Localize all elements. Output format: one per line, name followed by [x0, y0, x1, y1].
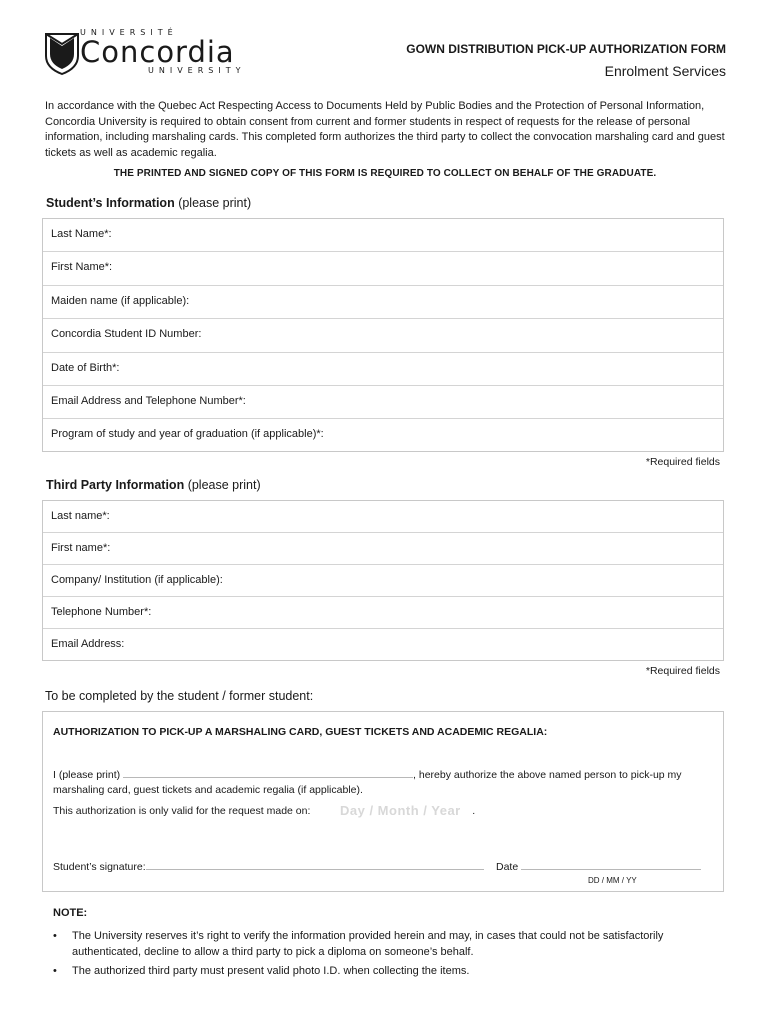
field-label: First name*:: [51, 542, 111, 554]
student-id-field[interactable]: [43, 319, 723, 352]
student-section-title: [46, 196, 251, 210]
note-title: NOTE:: [53, 907, 88, 919]
field-label: Telephone Number*:: [51, 606, 152, 618]
student-last-name-field[interactable]: [43, 219, 723, 252]
signature-label: Student’s signature:: [53, 861, 146, 873]
note-item: [53, 963, 713, 979]
note-text: The authorized third party must present valid photo I.D. when collecting the items.: [72, 965, 470, 977]
bullet: •: [53, 930, 57, 942]
third-party-required-note: *Required fields: [645, 665, 720, 677]
third-party-last-name-field[interactable]: [43, 501, 723, 533]
third-party-email-field[interactable]: [43, 629, 723, 661]
student-program-field[interactable]: [43, 419, 723, 452]
date-format-hint: DD / MM / YY: [588, 876, 637, 885]
field-label: Last Name*:: [51, 228, 112, 240]
authorization-suffix: , hereby authorize the above named person to pick-up my: [413, 769, 682, 781]
field-label: Email Address:: [51, 638, 125, 650]
date-input[interactable]: [521, 858, 701, 870]
note-item: [53, 928, 713, 960]
student-fields: [42, 218, 724, 452]
field-label: Maiden name (if applicable):: [51, 294, 190, 307]
student-required-note: *Required fields: [645, 456, 720, 468]
authorization-statement-line2: marshaling card, guest tickets and academic regalia (if applicable).: [53, 784, 363, 796]
date-label: Date: [496, 861, 519, 873]
field-label: Concordia Student ID Number:: [51, 328, 202, 341]
form-subtitle: Enrolment Services: [604, 63, 726, 79]
request-date-input[interactable]: Day / Month / Year: [340, 803, 461, 818]
field-label: Date of Birth*:: [51, 361, 120, 374]
student-section-label: Student’s Information: [46, 196, 175, 210]
date-line: [496, 858, 701, 873]
third-party-first-name-field[interactable]: [43, 533, 723, 565]
concordia-shield-icon: [44, 30, 80, 76]
student-section-note: (please print): [178, 196, 252, 210]
logo-universite: UNIVERSITÉ: [80, 28, 178, 37]
authorization-prefix: I (please print): [53, 769, 121, 781]
note-text: The University reserves it’s right to verify the information provided herein and may, in cases that could not be satisfactorily authenticated, decline to allow a third party to pick a diploma on someone’s behalf.: [72, 930, 664, 958]
student-contact-field[interactable]: [43, 386, 723, 419]
third-party-section-label: Third Party Information: [46, 478, 185, 492]
intro-paragraph: In accordance with the Quebec Act Respecting Access to Documents Held by Public Bodies and the Protection of Personal Information, Concordia University is required to obtain consent from current and former students in respect of requests for the release of personal information, including marshaling cards. This completed form authorizes the third party to collect the convocation marshaling card and guest tickets as well as academic regalia.: [45, 100, 725, 159]
logo-university: UNIVERSITY: [148, 66, 246, 75]
signature-line: [53, 858, 484, 873]
student-first-name-field[interactable]: [43, 252, 723, 285]
authorization-statement-line: [53, 766, 682, 781]
bullet: •: [53, 965, 57, 977]
field-label: First Name*:: [51, 261, 113, 274]
student-name-input[interactable]: [123, 766, 413, 778]
signature-input[interactable]: [146, 858, 484, 870]
field-label: Program of study and year of graduation (if applicable)*:: [51, 428, 324, 441]
field-label: Last name*:: [51, 510, 110, 522]
completion-heading: To be completed by the student / former student:: [45, 689, 314, 703]
third-party-telephone-field[interactable]: [43, 597, 723, 629]
third-party-section-note: (please print): [187, 478, 261, 492]
logo-wordmark: Concordia: [80, 35, 235, 69]
field-label: Company/ Institution (if applicable):: [51, 574, 223, 586]
form-title: GOWN DISTRIBUTION PICK-UP AUTHORIZATION FORM: [406, 42, 726, 56]
third-party-section-title: [46, 478, 261, 492]
third-party-company-field[interactable]: [43, 565, 723, 597]
student-dob-field[interactable]: [43, 353, 723, 386]
student-maiden-name-field[interactable]: [43, 286, 723, 319]
validity-end: .: [472, 805, 476, 817]
field-label: Email Address and Telephone Number*:: [51, 394, 246, 407]
third-party-fields: [42, 500, 724, 661]
authorization-title: AUTHORIZATION TO PICK-UP A MARSHALING CARD, GUEST TICKETS AND ACADEMIC REGALIA:: [53, 726, 548, 738]
required-notice: THE PRINTED AND SIGNED COPY OF THIS FORM IS REQUIRED TO COLLECT ON BEHALF OF THE GRADUATE.: [113, 168, 657, 179]
validity-label: This authorization is only valid for the request made on:: [53, 805, 311, 817]
